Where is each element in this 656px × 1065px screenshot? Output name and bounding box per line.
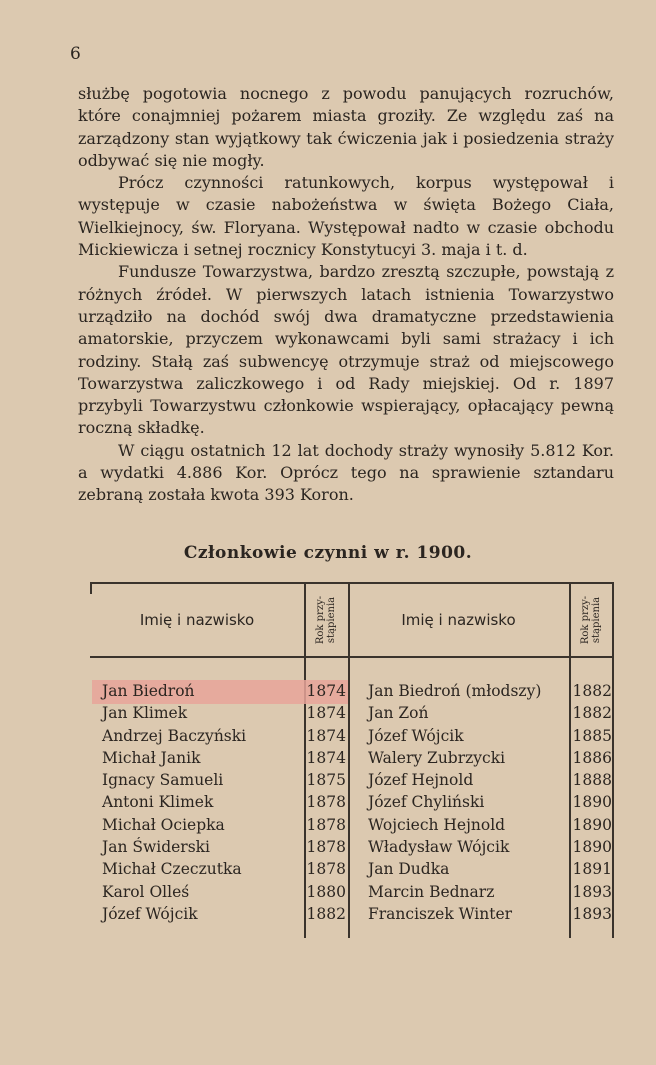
member-year: 1878 [306, 815, 346, 834]
member-year: 1886 [572, 748, 612, 767]
table-row [90, 771, 614, 793]
member-name: Michał Janik [102, 748, 201, 767]
member-name: Ignacy Samueli [102, 771, 224, 790]
table-row [90, 749, 614, 771]
member-name: Michał Ociepka [102, 815, 225, 834]
table-row [90, 682, 614, 704]
paragraph: Fundusze Towarzystwa, bardzo zresztą szczupłe, powstają z różnych źródeł. W pierwszych latach istnienia Towarzystwo urządziło na dochód swój dwa dramatyczne przedstawienia amatorskie, przyczem wykonawcami byli sami strażacy i ich rodziny. Stałą zaś subwencyę otrzymuje straż od miejscowego Towarzystwa zaliczkowego i od Rady miejskiej. Od r. 1897 przybyli Towarzystwu członkowie wspierający, opłacający pewną roczną składkę. [78, 262, 614, 438]
table-row [90, 838, 614, 860]
member-name: Andrzej Baczyński [102, 726, 247, 745]
member-name: Jan Biedroń (młodszy) [368, 682, 542, 700]
member-name: Jan Zoń [368, 704, 429, 723]
member-year: 1874 [306, 726, 346, 745]
member-name: Jan Dudka [368, 860, 450, 879]
table-row [90, 704, 614, 726]
section-title: Członkowie czynni w r. 1900. [183, 543, 473, 563]
table-rows [90, 682, 614, 927]
paragraph: służbę pogotowia nocnego z powodu panujących rozruchów, które conajmniej pożarem miasta groziły. Ze względu zaś na zarządzony stan wyjątkowy tak ćwiczenia jak i posiedzenia straży odbywać się nie mogły. [78, 84, 614, 170]
member-year: 1890 [572, 793, 612, 812]
member-name: Karol Olleś [102, 882, 190, 901]
header-year-label: Rok przy- stąpienia [580, 595, 602, 645]
table-row [90, 816, 614, 838]
member-year: 1878 [306, 860, 346, 879]
member-name: Jan Biedroń [102, 682, 195, 700]
member-year: 1878 [306, 838, 346, 857]
member-name: Jan Klimek [102, 704, 188, 723]
member-name: Władysław Wójcik [368, 838, 510, 857]
member-year: 1893 [572, 904, 612, 923]
header-name: Imię i nazwisko [139, 611, 255, 629]
table-row [90, 860, 614, 882]
header-year-label: Rok przy- stąpienia [315, 595, 337, 645]
member-year: 1882 [572, 704, 612, 723]
member-year: 1893 [572, 882, 612, 901]
member-year: 1874 [306, 682, 346, 700]
member-name: Józef Hejnold [368, 771, 474, 790]
members-table [90, 582, 614, 942]
member-year: 1891 [572, 860, 612, 879]
member-year: 1890 [572, 838, 612, 857]
table-row [90, 727, 614, 749]
member-name: Marcin Bednarz [368, 882, 495, 901]
header-year [312, 588, 340, 652]
header-rule [90, 656, 614, 658]
member-year: 1888 [572, 771, 612, 790]
member-year: 1882 [306, 904, 346, 923]
member-year: 1874 [306, 748, 346, 767]
paragraph: W ciągu ostatnich 12 lat dochody straży wynosiły 5.812 Kor. a wydatki 4.886 Kor. Oprócz tego na sprawienie sztandaru zebraną została kwota 393 Koron. [78, 440, 614, 505]
member-name: Walery Zubrzycki [368, 748, 506, 767]
member-year: 1874 [306, 704, 346, 723]
body-text [78, 83, 614, 507]
member-year: 1878 [306, 793, 346, 812]
paragraph: Prócz czynności ratunkowych, korpus występował i występuje w czasie nabożeństwa w święta Bożego Ciała, Wielkiejnocy, św. Floryana. Występował nadto w czasie obchodu Mickiewicza i setnej rocznicy Konstytucyi 3. maja i t. d. [78, 173, 614, 260]
member-name: Wojciech Hejnold [368, 815, 506, 834]
header-name: Imię i nazwisko [401, 611, 516, 629]
table-row [90, 905, 614, 927]
member-name: Antoni Klimek [102, 793, 214, 812]
member-year: 1885 [572, 726, 612, 745]
member-name: Jan Świderski [102, 838, 211, 857]
member-name: Michał Czeczutka [102, 860, 242, 879]
table-row [90, 793, 614, 815]
member-name: Józef Wójcik [368, 726, 464, 745]
header-year [577, 588, 605, 652]
member-name: Józef Chyliński [368, 793, 485, 812]
page-number: 6 [70, 44, 81, 64]
member-year: 1880 [306, 882, 346, 901]
member-year: 1890 [572, 815, 612, 834]
table-row [90, 883, 614, 905]
member-year: 1875 [306, 771, 346, 790]
member-name: Franciszek Winter [368, 904, 513, 923]
member-year: 1882 [572, 682, 612, 700]
member-name: Józef Wójcik [102, 904, 198, 923]
